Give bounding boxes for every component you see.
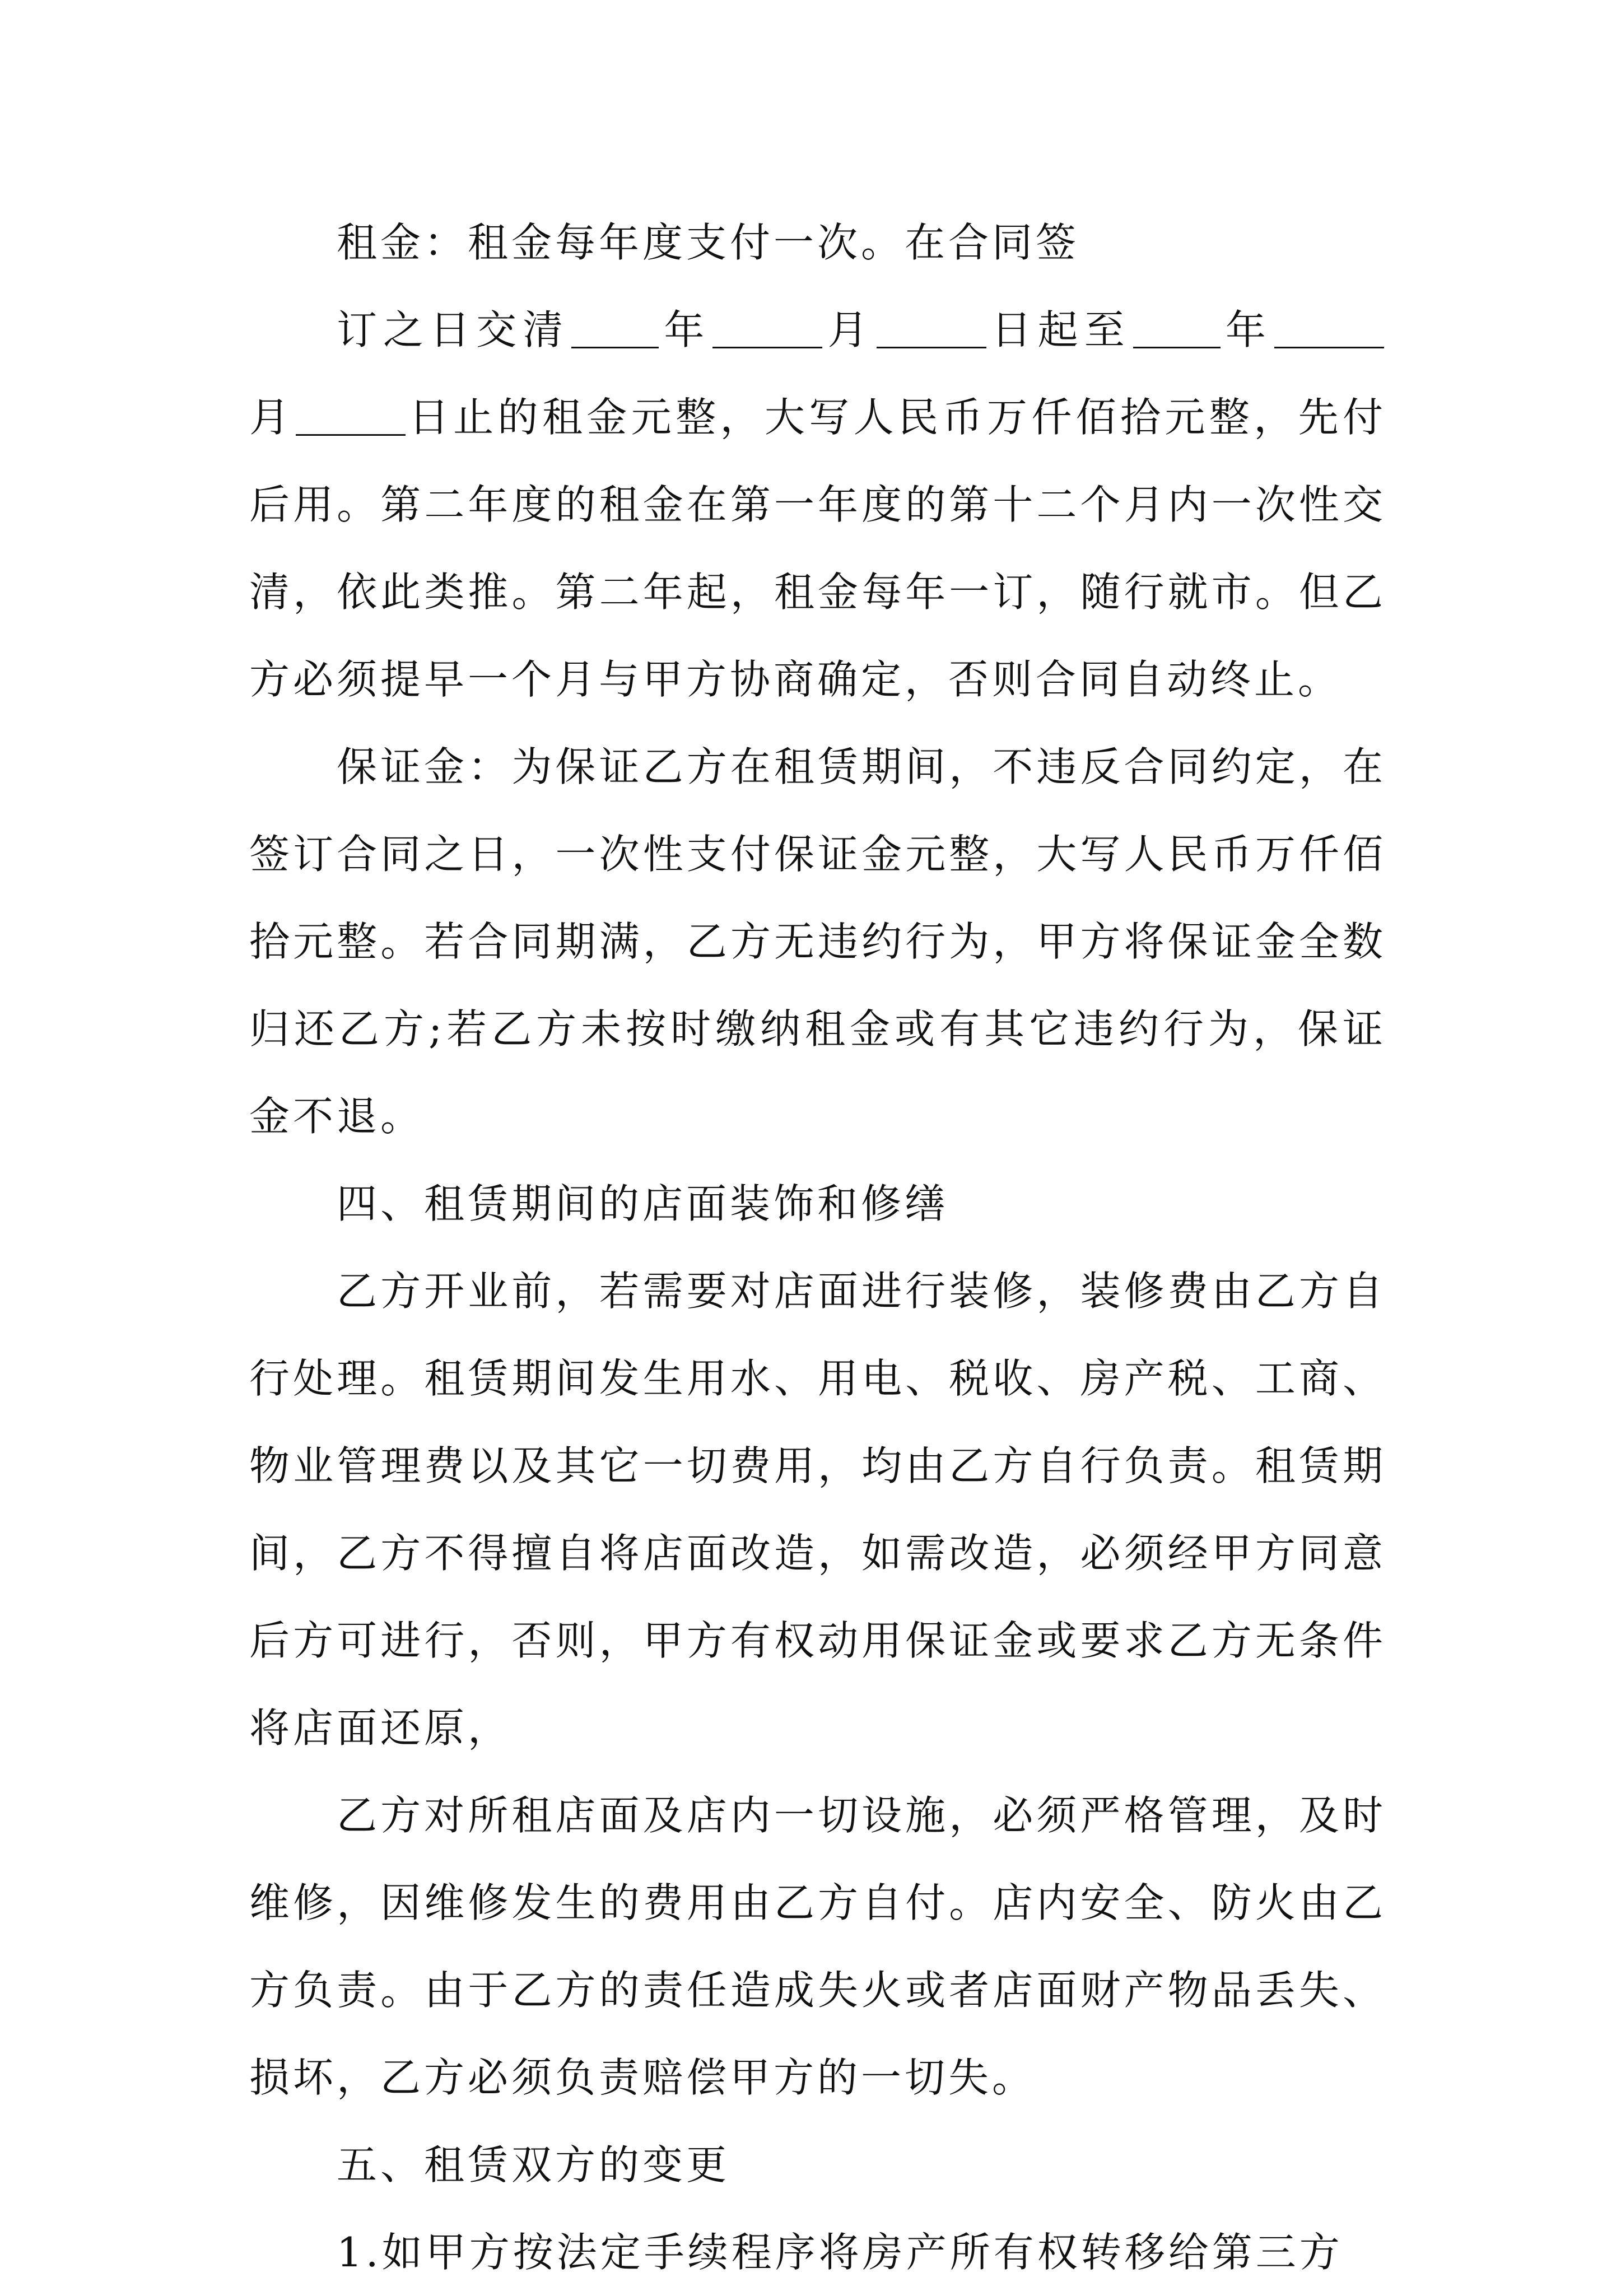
deposit-paragraph: 保证金：为保证乙方在租赁期间，不违反合同约定，在签订合同之日，一次性支付保证金元整，大写人民币万仟佰拾元整。若合同期满，乙方无违约行为，甲方将保证金全数归还乙方;若乙方未按时缴纳租金或有其它违约行为，保证金不退。 xyxy=(249,743,1386,1140)
rent-text-year: 年 xyxy=(661,306,711,353)
rent-paragraph xyxy=(249,286,1386,723)
rent-text-end-year: 年 xyxy=(1222,306,1272,353)
section-5-heading: 五、租赁双方的变更 xyxy=(337,2141,730,2188)
section-4-heading: 四、租赁期间的店面装饰和修缮 xyxy=(337,1180,949,1227)
clause-1: 1.如甲方按法定手续程序将房产所有权转移给第三方 xyxy=(337,2229,1343,2276)
end-year-blank xyxy=(1133,306,1221,348)
rent-text-month: 月 xyxy=(825,306,874,353)
end-month-blank xyxy=(1274,306,1384,348)
document-body xyxy=(249,199,1386,2296)
rent-text-from-to: 日起至 xyxy=(988,306,1131,353)
rent-text-pay-date: 订之日交清 xyxy=(337,306,570,353)
rent-text-end-month: 月 xyxy=(249,394,294,441)
rent-text-rest: 日止的租金元整，大写人民币万仟佰拾元整，先付后用。第二年度的租金在第一年度的第十二个月内一次性交清，依此类推。第二年起，租金每年一订，随行就市。但乙方必须提早一个月与甲方协商确定，否则合同自动终止。 xyxy=(249,394,1386,703)
day-blank xyxy=(877,306,986,348)
renovation-paragraph: 乙方开业前，若需要对店面进行装修，装修费由乙方自行处理。租赁期间发生用水、用电、税收、房产税、工商、物业管理费以及其它一切费用，均由乙方自行负责。租赁期间，乙方不得擅自将店面改造，如需改造，必须经甲方同意后方可进行，否则，甲方有权动用保证金或要求乙方无条件将店面还原， xyxy=(249,1268,1386,1752)
maintenance-paragraph: 乙方对所租店面及店内一切设施，必须严格管理，及时维修，因维修发生的费用由乙方自付。店内安全、防火由乙方负责。由于乙方的责任造成失火或者店面财产物品丢失、损坏，乙方必须负责赔偿甲方的一切失。 xyxy=(249,1792,1386,2101)
month-blank xyxy=(712,306,822,348)
end-day-blank xyxy=(296,394,406,436)
year-blank xyxy=(571,306,659,348)
rent-paragraph-intro: 租金：租金每年度支付一次。在合同签 xyxy=(337,219,1080,266)
